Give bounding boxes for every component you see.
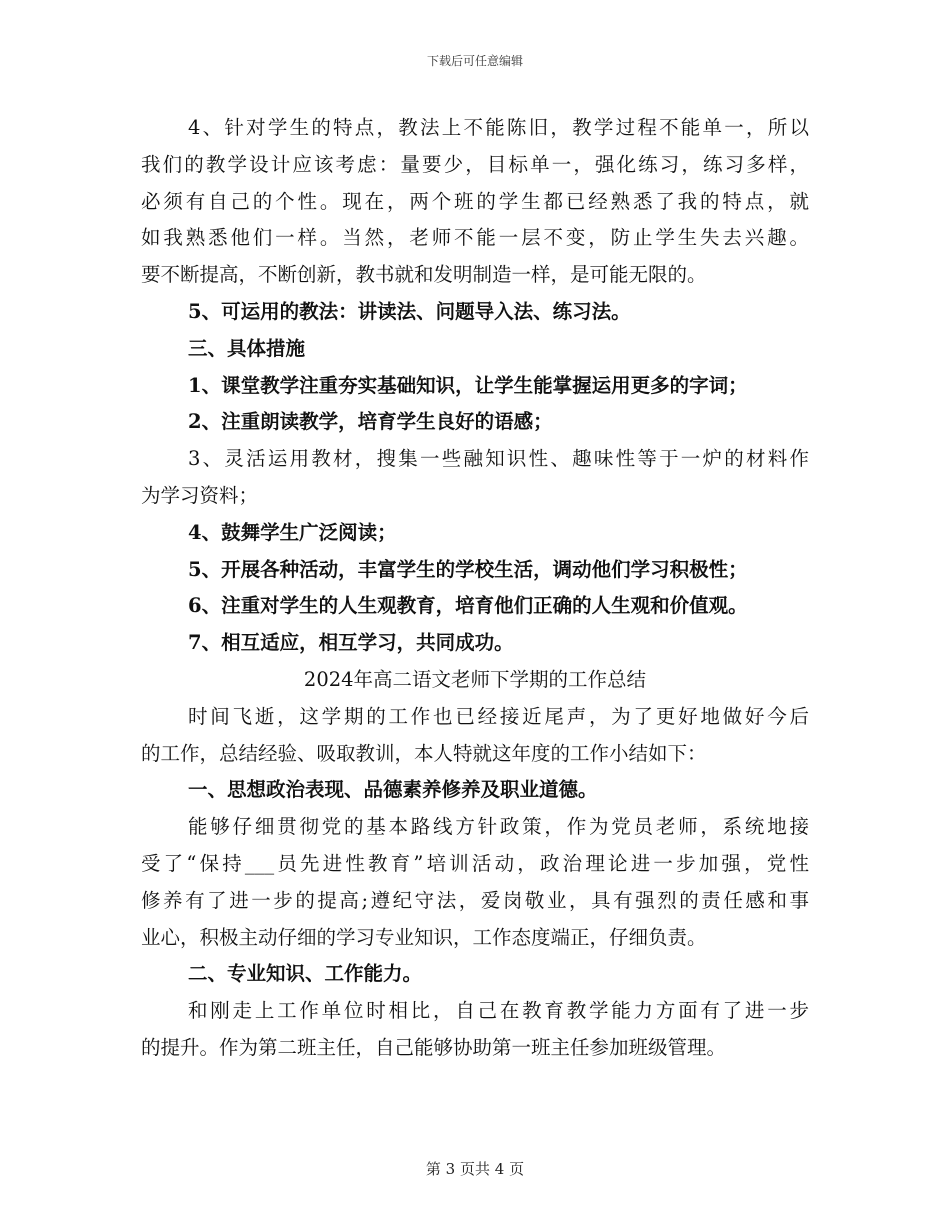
text-line: 5、开展各种活动，丰富学生的学校生活，调动他们学习积极性； bbox=[188, 557, 748, 581]
text-line: 5、可运用的教法：讲读法、问题导入法、练习法。 bbox=[188, 299, 631, 323]
text-line: 二、专业知识、工作能力。 bbox=[188, 962, 423, 986]
text-line: 要不断提高，不断创新，教书就和发明制造一样，是可能无限的。 bbox=[141, 263, 707, 287]
text-line: 4、鼓舞学生广泛阅读； bbox=[188, 520, 397, 544]
text-line: 2、注重朗读教学，培育学生良好的语感； bbox=[188, 410, 553, 434]
text-line: 一、思想政治表现、品德素养修养及职业道德。 bbox=[188, 778, 598, 802]
text-line: 三、具体措施 bbox=[188, 336, 306, 360]
page-footer: 第 3 页共 4 页 bbox=[425, 1160, 525, 1178]
text-line: 7、相互适应，相互学习，共同成功。 bbox=[188, 631, 514, 655]
text-line: 能够仔细贯彻党的基本路线方针政策，作为党员老师，系统地接 bbox=[188, 815, 809, 839]
text-line: 受了“保持___员先进性教育”培训活动，政治理论进一步加强，党性 bbox=[141, 851, 809, 875]
text-line: 的工作，总结经验、吸取教训，本人特就这年度的工作小结如下： bbox=[141, 741, 707, 765]
document-body bbox=[141, 110, 809, 1067]
text-line: 时间飞逝，这学期的工作也已经接近尾声，为了更好地做好今后 bbox=[188, 704, 809, 728]
text-line: 为学习资料； bbox=[141, 483, 259, 507]
text-line: 修养有了进一步的提高;遵纪守法，爱岗敬业，具有强烈的责任感和事 bbox=[141, 888, 809, 912]
text-line: 必须有自己的个性。现在，两个班的学生都已经熟悉了我的特点，就 bbox=[141, 189, 809, 213]
text-line: 我们的教学设计应该考虑：量要少，目标单一，强化练习，练习多样， bbox=[141, 152, 809, 176]
text-line: 4、针对学生的特点，教法上不能陈旧，教学过程不能单一，所以 bbox=[188, 116, 809, 139]
text-line: 6、注重对学生的人生观教育，培育他们正确的人生观和价值观。 bbox=[188, 594, 748, 618]
text-line: 如我熟悉他们一样。当然，老师不能一层不变，防止学生失去兴趣。 bbox=[141, 226, 809, 250]
text-line: 3、灵活运用教材，搜集一些融知识性、趣味性等于一炉的材料作 bbox=[188, 447, 809, 471]
text-line: 和刚走上工作单位时相比，自己在教育教学能力方面有了进一步 bbox=[188, 999, 809, 1023]
page-header: 下载后可任意编辑 bbox=[426, 54, 523, 68]
text-line: 的提升。作为第二班主任，自己能够协助第一班主任参加班级管理。 bbox=[141, 1035, 727, 1059]
text-line: 1、课堂教学注重夯实基础知识，让学生能掌握运用更多的字词； bbox=[188, 373, 748, 397]
text-line: 业心，积极主动仔细的学习专业知识，工作态度端正，仔细负责。 bbox=[141, 925, 707, 949]
section-title: 2024年高二语文老师下学期的工作总结 bbox=[303, 667, 647, 691]
